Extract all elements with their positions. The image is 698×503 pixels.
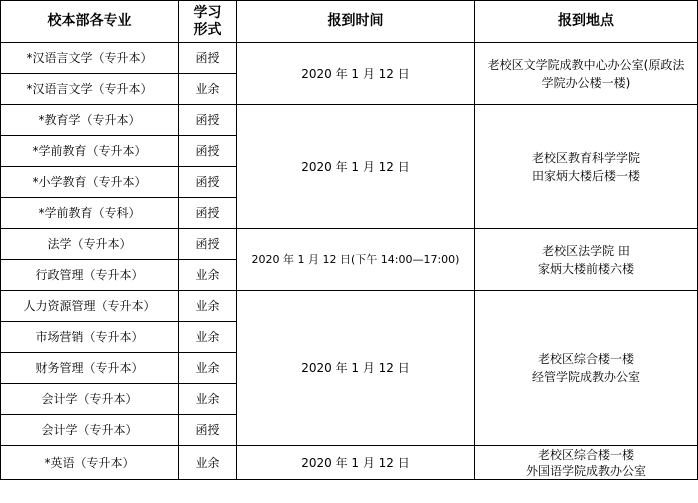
major-cell: 会计学（专升本） <box>1 384 179 415</box>
study-form-cell: 函授 <box>179 415 237 446</box>
header-study-form: 学习形式 <box>179 1 237 43</box>
place-line: 老校区综合楼一楼 <box>537 447 634 462</box>
place-line: 老校区教育科学学院 <box>531 150 640 165</box>
table-row <box>1 291 698 322</box>
report-place-cell <box>475 291 698 446</box>
report-time-cell: 2020 年 1 月 12 日 <box>237 43 475 105</box>
study-form-cell: 业余 <box>179 291 237 322</box>
study-form-cell: 函授 <box>179 136 237 167</box>
place-line: 外国语学院成教办公室 <box>525 463 646 478</box>
table-row <box>1 446 698 480</box>
study-form-cell: 业余 <box>179 353 237 384</box>
report-place-cell <box>475 105 698 229</box>
study-form-cell: 函授 <box>179 43 237 74</box>
table-row <box>1 43 698 74</box>
report-place-cell <box>475 229 698 291</box>
study-form-cell: 业余 <box>179 74 237 105</box>
major-cell: *小学教育（专升本） <box>1 167 179 198</box>
place-line: 学院办公楼一楼) <box>541 75 631 90</box>
major-cell: *汉语言文学（专升本） <box>1 74 179 105</box>
major-cell: *英语（专升本） <box>1 446 179 480</box>
study-form-cell: 业余 <box>179 446 237 480</box>
place-line: 田家炳大楼后楼一楼 <box>531 168 640 183</box>
major-cell: *学前教育（专科） <box>1 198 179 229</box>
major-cell: 市场营销（专升本） <box>1 322 179 353</box>
major-cell: 法学（专升本） <box>1 229 179 260</box>
header-report-place: 报到地点 <box>475 1 698 43</box>
study-form-cell: 函授 <box>179 105 237 136</box>
major-cell: 财务管理（专升本） <box>1 353 179 384</box>
study-form-cell: 函授 <box>179 229 237 260</box>
study-form-cell: 函授 <box>179 167 237 198</box>
report-time-cell: 2020 年 1 月 12 日(下午 14:00—17:00) <box>237 229 475 291</box>
table-row <box>1 105 698 136</box>
major-cell: *汉语言文学（专升本） <box>1 43 179 74</box>
place-line: 家炳大楼前楼六楼 <box>537 261 634 276</box>
place-line: 老校区法学院 田 <box>542 243 630 258</box>
place-line: 老校区文学院成教中心办公室(原政法 <box>487 57 685 72</box>
table-header-row <box>1 1 698 43</box>
report-time-cell: 2020 年 1 月 12 日 <box>237 105 475 229</box>
major-cell: 会计学（专升本） <box>1 415 179 446</box>
major-cell: *教育学（专升本） <box>1 105 179 136</box>
report-time-cell: 2020 年 1 月 12 日 <box>237 446 475 480</box>
table-row <box>1 229 698 260</box>
header-report-time: 报到时间 <box>237 1 475 43</box>
major-cell: 行政管理（专升本） <box>1 260 179 291</box>
study-form-cell: 函授 <box>179 198 237 229</box>
report-time-cell: 2020 年 1 月 12 日 <box>237 291 475 446</box>
place-line: 老校区综合楼一楼 <box>537 352 634 366</box>
place-line: 经管学院成教办公室 <box>531 370 640 384</box>
major-cell: *学前教育（专升本） <box>1 136 179 167</box>
report-place-cell <box>475 43 698 105</box>
report-place-cell <box>475 446 698 480</box>
study-form-cell: 业余 <box>179 260 237 291</box>
study-form-cell: 业余 <box>179 384 237 415</box>
header-department: 校本部各专业 <box>1 1 179 43</box>
major-cell: 人力资源管理（专升本） <box>1 291 179 322</box>
study-form-cell: 业余 <box>179 322 237 353</box>
